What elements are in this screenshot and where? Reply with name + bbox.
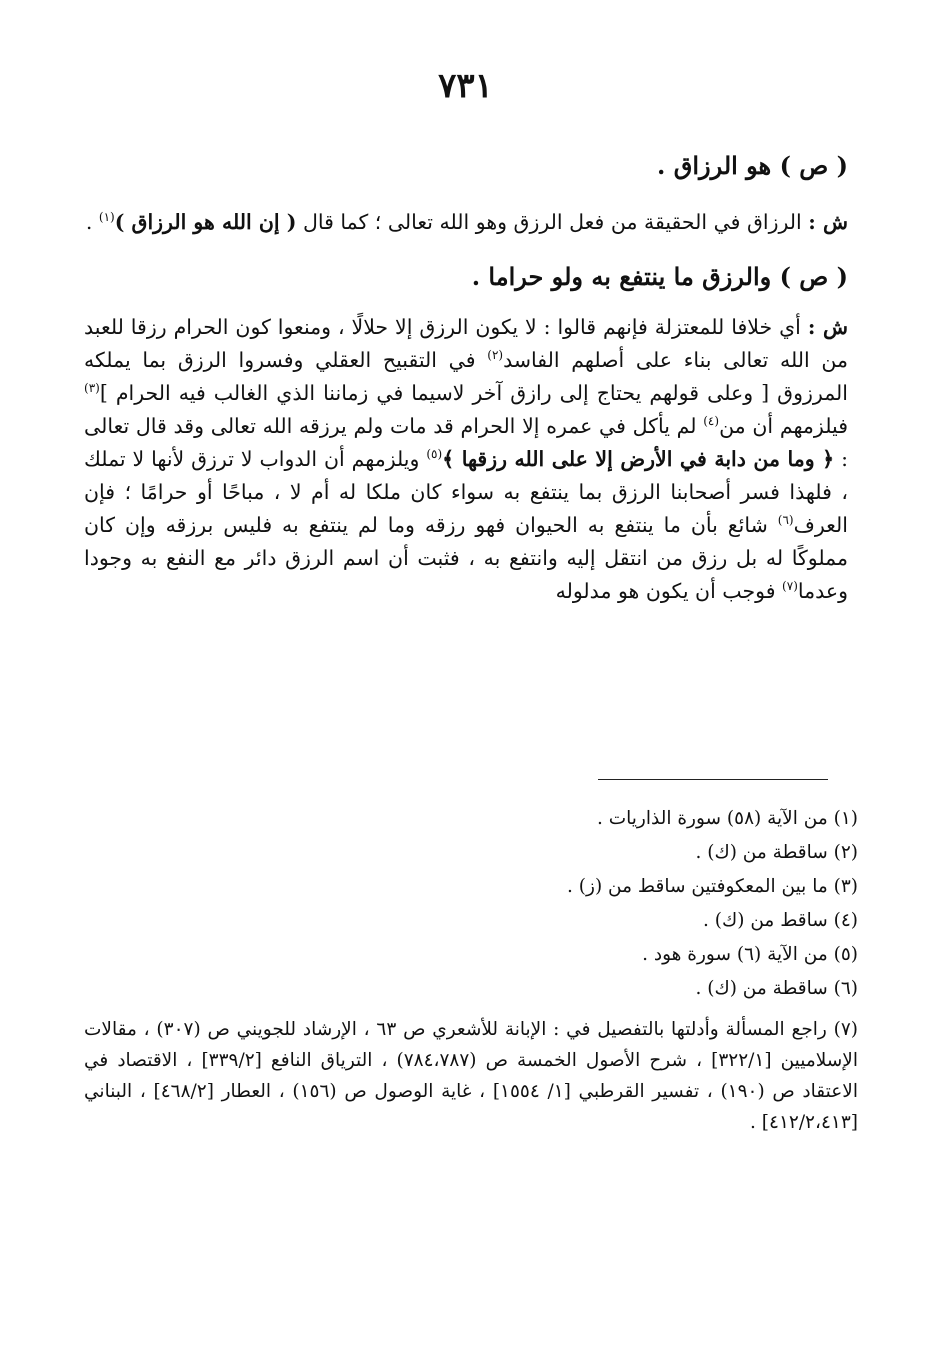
paragraph-text: في التقبيح العقلي وفسروا الرزق بما يملكه المرزوق [ وعلى قولهم يحتاج إلى رازق آخر لاسيما في زماننا الذي الغالب فيه الحرام ] bbox=[84, 348, 848, 405]
paragraph-text: شائع بأن ما ينتفع به الحيوان فهو رزقه وما لم ينتفع به فليس برزقه وإن كان مملوكًا له بل رزق من انتقل إليه وانتفع به ، فثبت أن اسم الرزق دائر مع النفع به وجودا وعدما bbox=[84, 513, 848, 603]
footnote-1: (١) من الآية (٥٨) سورة الذاريات . bbox=[596, 808, 858, 829]
footnote-ref: (٦) bbox=[777, 513, 794, 528]
quran-verse: ﴿ وما من دابة في الأرض إلا على الله رزقها ﴾ bbox=[442, 447, 835, 471]
footnote-2: (٢) ساقطة من (ك) . bbox=[695, 842, 858, 863]
footnote-ref: (٧) bbox=[782, 579, 798, 594]
footnote-6: (٦) ساقطة من (ك) . bbox=[695, 978, 858, 999]
sharh-label: ش : bbox=[808, 210, 848, 234]
paragraph-end: . bbox=[85, 210, 93, 234]
paragraph-text: فوجب أن يكون هو مدلوله bbox=[555, 579, 776, 603]
main-text bbox=[84, 146, 848, 608]
footnote-ref: (٥) bbox=[426, 447, 443, 462]
paragraph-text: أي خلافا للمعتزلة فإنهم قالوا : لا يكون الرزق إلا حلالًا ، ومنعوا كون الحرام رزقا للعبد من الله تعالى بناء على أصلهم الفاسد bbox=[84, 315, 848, 372]
footnote-5: (٥) من الآية (٦) سورة هود . bbox=[642, 944, 858, 965]
footnote-ref: (١) bbox=[98, 210, 115, 225]
footnote-ref: (٣) bbox=[84, 381, 100, 396]
footnote-ref: (٢) bbox=[487, 348, 504, 363]
footnotes bbox=[84, 802, 858, 1138]
sharh-label: ش : bbox=[807, 315, 848, 339]
paragraph-text: ويلزمهم أن الدواب لا ترزق لأنها لا تملك ، فلهذا فسر أصحابنا الرزق بما ينتفع به سواء كان ملكا له أم لا ، مباحًا أو حرامًا ؛ فإن العرف bbox=[84, 447, 848, 537]
matn-heading-1: ( ص ) هو الرزاق . bbox=[656, 151, 848, 180]
footnote-4: (٤) ساقط من (ك) . bbox=[703, 910, 858, 931]
matn-heading-2: ( ص ) والرزق ما ينتفع به ولو حراما . bbox=[471, 262, 848, 291]
sharh-paragraph-2 bbox=[84, 311, 848, 608]
paragraph-text: لم يأكل في عمره إلا الحرام قد مات ولم يرزقه الله تعالى وقد قال تعالى : bbox=[84, 414, 849, 471]
footnote-7: (٧) راجع المسألة وأدلتها بالتفصيل في : الإبانة للأشعري ص ٦٣ ، الإرشاد للجويني ص (٣٠٧) ، مقالات الإسلاميين [٣٢٢/١] ، شرح الأصول الخمسة ص (٧٨٤،٧٨٧) ، الترياق النافع [٣٣٩/٢] ، الاقتصاد في الاعتقاد ص (١٩٠) ، تفسير القرطبي [١/ ١٥٥٤] ، غاية الوصول ص (١٥٦) ، العطار [٤٦٨/٢] ، البناني [٤١٢/٢،٤١٣] . bbox=[84, 1019, 859, 1133]
page-number: ٧٣١ bbox=[438, 66, 493, 106]
quran-quote: ( إن الله هو الرزاق ) bbox=[114, 210, 297, 234]
footnote-3: (٣) ما بين المعكوفتين ساقط من (ز) . bbox=[567, 876, 858, 897]
paragraph-text: فيلزمهم أن من bbox=[719, 414, 848, 438]
footnote-ref: (٤) bbox=[703, 414, 720, 429]
paragraph-text: الرزاق في الحقيقة من فعل الرزق وهو الله تعالى ؛ كما قال bbox=[302, 210, 802, 234]
footnote-separator bbox=[598, 779, 828, 780]
sharh-paragraph-1 bbox=[84, 206, 848, 239]
